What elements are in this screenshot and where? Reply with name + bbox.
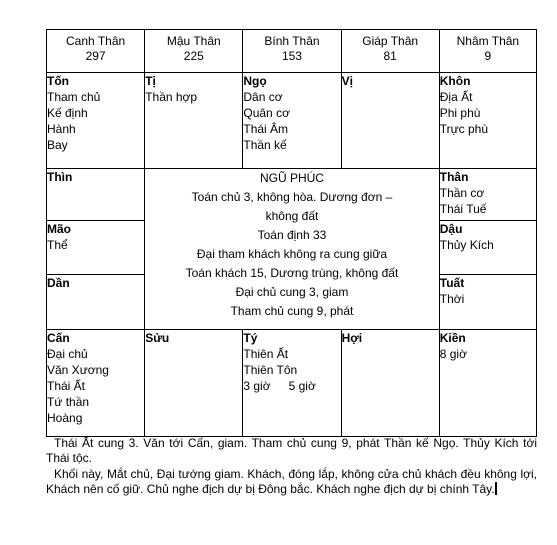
hour-a: 3 giờ: [243, 379, 271, 393]
header-value: 153: [281, 49, 302, 63]
header-value: 81: [383, 49, 397, 63]
palace-line: Phi phù: [439, 106, 481, 120]
center-line: Toán khách 15, Dương trùng, không đất: [185, 266, 399, 280]
palace-dau: [439, 221, 536, 275]
palace-title: Mão: [47, 222, 71, 236]
palace-line: Thái Ất: [47, 379, 86, 393]
palace-title: Tị: [145, 74, 156, 88]
palace-line: Quân cơ: [243, 106, 290, 120]
palace-title: Hợi: [341, 331, 363, 345]
palace-line: Đại chủ: [47, 347, 88, 361]
center-line: Tham chủ cung 9, phát: [230, 304, 354, 318]
text-cursor: [495, 482, 497, 495]
palace-vi: [341, 73, 439, 169]
palace-title: Dậu: [439, 222, 463, 236]
palace-ty: [243, 330, 341, 437]
palace-title: Tý: [243, 331, 258, 345]
palace-row-2: [47, 169, 537, 221]
palace-title: Ngọ: [243, 74, 267, 88]
center-line: Đại chủ cung 3, giam: [235, 285, 349, 299]
palace-title: Sửu: [145, 331, 170, 345]
palace-line: Hành: [47, 122, 76, 136]
header-cell: [145, 30, 243, 73]
palace-line: Thái Âm: [243, 122, 289, 136]
palace-line: Văn Xương: [47, 363, 109, 377]
palace-title: Thìn: [47, 170, 73, 184]
palace-line: 8 giờ: [439, 347, 467, 361]
palace-mao: [47, 221, 145, 275]
palace-title: Tốn: [47, 74, 69, 88]
palace-ton: [47, 73, 145, 169]
palace-line: Hoàng: [47, 411, 83, 425]
palace-line-hours: [243, 378, 340, 394]
palace-suu: [145, 330, 243, 437]
palace-ngo: [243, 73, 341, 169]
header-name: Bính Thân: [264, 34, 320, 48]
palace-than: [439, 169, 536, 221]
center-line: Toán chủ 3, không hòa. Dương đơn –: [191, 190, 393, 204]
palace-grid: [46, 29, 537, 437]
palace-line: Thiên Tôn: [243, 363, 298, 377]
palace-khon: [439, 73, 536, 169]
palace-line: Kế định: [47, 106, 88, 120]
palace-line: Thiên Ất: [243, 347, 289, 361]
header-value: 9: [484, 49, 492, 63]
paragraph-text: Thái Ất cung 3. Văn tới Cấn, giam. Tham chủ cung 9, phát Thần kế Ngọ. Thủy Kích tới Thái tộc.: [46, 436, 537, 465]
header-cell: [341, 30, 439, 73]
palace-can: [47, 330, 145, 437]
palace-title: Thân: [439, 170, 469, 184]
palace-line: Thần cơ: [439, 186, 485, 200]
palace-ti: [145, 73, 243, 169]
header-cell: [243, 30, 341, 73]
palace-line: Địa Ất: [439, 90, 473, 104]
palace-line: Bay: [47, 138, 68, 152]
header-cell: [47, 30, 145, 73]
palace-hoi: [341, 330, 439, 437]
palace-kien: [439, 330, 536, 437]
center-title: NGŨ PHÚC: [259, 171, 324, 185]
header-name: Giáp Thân: [362, 34, 419, 48]
center-line: Toán định 33: [257, 228, 327, 242]
header-name: Nhâm Thân: [456, 34, 520, 48]
palace-title: Vị: [341, 74, 353, 88]
hour-b: 5 giờ: [288, 379, 316, 393]
palace-line: Thủy Kích: [439, 238, 494, 252]
palace-line: Thần hợp: [145, 90, 198, 104]
palace-title: Kiền: [439, 331, 466, 345]
palace-line: Thể: [47, 238, 68, 252]
palace-title: Cấn: [47, 331, 70, 345]
center-panel: [145, 169, 440, 330]
body-paragraph-2[interactable]: [46, 467, 537, 497]
header-cell: [439, 30, 536, 73]
palace-title: Tuất: [439, 276, 465, 290]
center-line: Đại tham khách không ra cung giữa: [196, 247, 388, 261]
header-value: 225: [183, 49, 204, 63]
palace-line: Trực phù: [439, 122, 489, 136]
center-line: không đất: [265, 209, 319, 223]
palace-line: Thời: [439, 292, 465, 306]
palace-line: Tham chủ: [47, 90, 101, 104]
header-name: Mậu Thân: [166, 34, 221, 48]
palace-tuat: [439, 275, 536, 330]
palace-dan: [47, 275, 145, 330]
palace-line: Thần kế: [243, 138, 287, 152]
paragraph-text: Khối này, Mắt chủ, Đại tướng giam. Khách, đóng lắp, không cửa chủ khách đều không lợi, Khách nên cố giữ. Chủ nghe địch dự bị Đông bắc. Khách nghe địch dự bị chính Tây.: [46, 467, 537, 496]
header-name: Canh Thân: [66, 34, 126, 48]
palace-row-bottom: [47, 330, 537, 437]
body-paragraph-1: [46, 436, 537, 466]
palace-title: Khôn: [439, 74, 471, 88]
palace-line: Tứ thần: [47, 395, 90, 409]
palace-thin: [47, 169, 145, 221]
palace-line: Dân cơ: [243, 90, 283, 104]
palace-row-top: [47, 73, 537, 169]
palace-title: Dần: [47, 276, 70, 290]
header-value: 297: [85, 49, 106, 63]
header-row: [47, 30, 537, 73]
palace-line: Thái Tuế: [439, 202, 487, 216]
